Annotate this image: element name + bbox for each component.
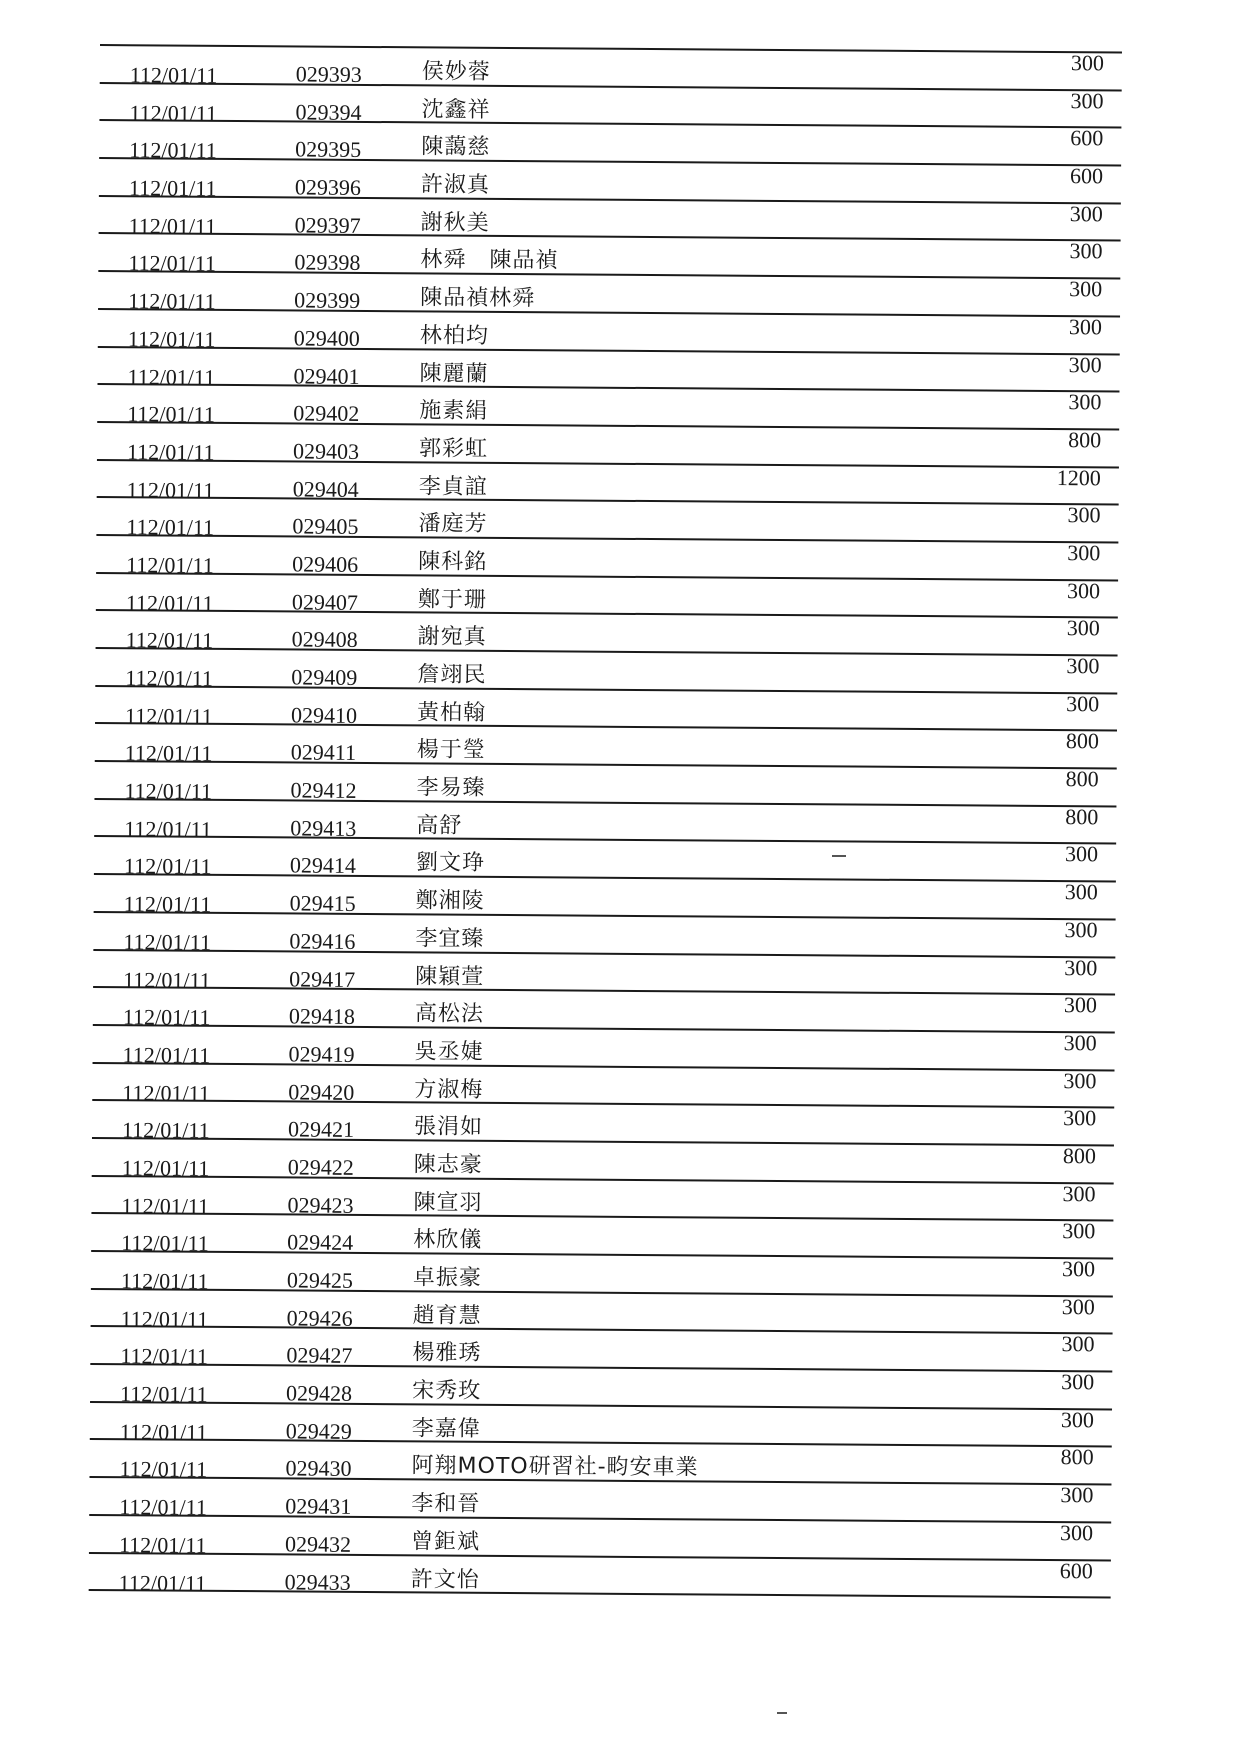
donor-name-cell: 陳宣羽 [413,1189,483,1216]
ledger-rows [89,46,1122,1599]
donor-name-cell: 郭彩虹 [418,436,489,462]
receipt-number-cell: 029423 [287,1192,354,1218]
date-cell: 112/01/11 [121,1192,210,1219]
date-cell: 112/01/11 [127,363,216,390]
receipt-number-cell: 029406 [292,551,359,577]
date-cell: 112/01/11 [128,212,217,239]
date-cell: 112/01/11 [123,853,212,880]
receipt-number-cell: 029394 [295,99,362,125]
receipt-number-cell: 029419 [288,1041,355,1067]
donor-name-cell: 宋秀玫 [412,1378,482,1404]
date-cell: 112/01/11 [120,1381,208,1407]
amount-cell: 300 [1060,1482,1094,1508]
receipt-number-cell: 029431 [285,1493,352,1520]
receipt-number-cell: 029396 [294,174,362,200]
date-cell: 112/01/11 [125,665,214,691]
donor-name-cell: 方淑梅 [414,1076,484,1103]
receipt-number-cell: 029426 [286,1305,353,1331]
date-cell: 112/01/11 [123,929,212,955]
scan-speck [777,1712,787,1714]
amount-cell: 600 [1059,1557,1093,1583]
date-cell: 112/01/11 [128,250,217,277]
amount-cell: 300 [1061,1331,1095,1357]
date-cell: 112/01/11 [126,514,215,541]
receipt-number-cell: 029412 [290,777,357,803]
receipt-number-cell: 029393 [295,61,362,87]
receipt-number-cell: 029404 [292,475,359,502]
donor-name-cell: 許淑真 [420,172,491,198]
date-cell: 112/01/11 [118,1531,207,1558]
amount-cell: 300 [1064,954,1098,980]
amount-cell: 300 [1063,1029,1097,1056]
donor-name-cell: 侯妙蓉 [421,59,491,85]
donor-name-cell: 李貞誼 [418,473,488,500]
amount-cell: 300 [1068,351,1102,377]
date-cell: 112/01/11 [119,1494,207,1520]
date-cell: 112/01/11 [123,891,212,917]
donor-name-cell: 陳穎萱 [415,963,485,990]
receipt-number-cell: 029433 [284,1568,351,1595]
amount-cell: 300 [1068,313,1103,340]
amount-cell: 300 [1064,916,1098,943]
amount-cell: 300 [1061,1369,1095,1395]
receipt-number-cell: 029421 [287,1116,355,1143]
receipt-number-cell: 029420 [288,1078,355,1105]
amount-cell: 300 [1066,615,1100,641]
donor-name-cell: 陳藹慈 [421,134,491,161]
date-cell: 112/01/11 [121,1155,210,1181]
date-cell: 112/01/11 [119,1418,208,1445]
donor-name-cell: 林柏均 [419,323,489,349]
receipt-number-cell: 029424 [287,1229,354,1256]
date-cell: 112/01/11 [126,552,214,578]
scan-speck [832,855,846,857]
date-cell: 112/01/11 [129,99,218,126]
amount-cell: 800 [1068,426,1102,453]
receipt-number-cell: 029416 [289,928,356,954]
amount-cell: 300 [1070,50,1104,76]
amount-cell: 800 [1065,766,1099,792]
receipt-number-cell: 029395 [295,136,362,163]
receipt-number-cell: 029399 [294,287,361,314]
amount-cell: 300 [1066,653,1100,679]
date-cell: 112/01/11 [126,476,215,503]
receipt-number-cell: 029413 [290,815,357,841]
date-cell: 112/01/11 [125,589,214,616]
receipt-number-cell: 029397 [294,212,361,238]
amount-cell: 300 [1069,200,1103,227]
donor-name-cell: 詹翊民 [417,662,487,688]
date-cell: 112/01/11 [119,1456,208,1483]
receipt-number-cell: 029403 [292,438,360,464]
donor-name-cell: 李嘉偉 [411,1416,481,1442]
date-cell: 112/01/11 [124,815,212,842]
amount-cell: 300 [1070,87,1104,114]
donor-name-cell: 吳丞婕 [414,1039,484,1065]
amount-cell: 300 [1063,1105,1097,1131]
amount-cell: 300 [1069,276,1103,302]
donor-name-cell: 潘庭芳 [418,511,488,538]
amount-cell: 800 [1062,1143,1096,1169]
amount-cell: 1200 [1056,464,1101,490]
date-cell: 112/01/11 [124,740,213,767]
donor-name-cell: 謝宛真 [417,624,487,651]
date-cell: 112/01/11 [126,439,215,465]
amount-cell: 300 [1064,879,1098,905]
donor-name-cell: 李和晉 [411,1491,481,1517]
date-cell: 112/01/11 [121,1230,209,1257]
date-cell: 112/01/11 [127,401,215,428]
date-cell: 112/01/11 [128,288,216,314]
receipt-number-cell: 029415 [289,890,356,917]
receipt-number-cell: 029422 [287,1154,354,1180]
date-cell: 112/01/11 [124,702,213,729]
donor-name-cell: 鄭于珊 [417,586,488,613]
donor-name-cell: 張涓如 [413,1114,484,1141]
date-cell: 112/01/11 [121,1117,210,1144]
amount-cell: 800 [1065,803,1099,830]
donor-name-cell: 楊于瑩 [416,737,486,764]
receipt-number-cell: 029425 [286,1267,354,1293]
date-cell: 112/01/11 [125,627,214,654]
date-cell: 112/01/11 [123,966,211,993]
date-cell: 112/01/11 [120,1305,209,1332]
table-row [89,1553,1111,1598]
date-cell: 112/01/11 [122,1004,211,1031]
amount-cell: 300 [1060,1519,1094,1546]
receipt-number-cell: 029410 [290,702,358,728]
date-cell: 112/01/11 [118,1569,207,1596]
donor-name-cell: 阿翔MOTO研習社-畇安車業 [411,1453,699,1481]
amount-cell: 300 [1061,1256,1096,1282]
donor-name-cell: 趙育慧 [412,1303,482,1329]
donor-name-cell: 陳品禎林舜 [420,285,536,312]
donor-name-cell: 李宜臻 [415,926,485,952]
amount-cell: 300 [1060,1406,1095,1433]
donor-name-cell: 許文怡 [410,1566,480,1593]
donor-name-cell: 陳志豪 [413,1152,483,1178]
receipt-number-cell: 029418 [288,1003,355,1030]
receipt-number-cell: 029428 [286,1380,353,1406]
receipt-number-cell: 029398 [294,249,361,276]
amount-cell: 300 [1063,1067,1097,1093]
date-cell: 112/01/11 [129,137,217,164]
amount-cell: 300 [1064,841,1099,867]
donor-name-cell: 陳麗蘭 [419,360,489,387]
amount-cell: 300 [1068,389,1102,415]
receipt-number-cell: 029430 [285,1455,352,1482]
amount-cell: 600 [1070,125,1104,151]
amount-cell: 300 [1061,1293,1095,1320]
date-cell: 112/01/11 [127,326,216,352]
date-cell: 112/01/11 [129,62,218,88]
donor-name-cell: 高舒 [416,813,463,839]
receipt-number-cell: 029400 [293,325,360,351]
receipt-number-cell: 029409 [291,664,358,690]
donor-name-cell: 沈鑫祥 [421,97,491,123]
amount-cell: 800 [1060,1444,1094,1470]
date-cell: 112/01/11 [124,778,213,804]
amount-cell: 600 [1069,163,1104,189]
donor-name-cell: 高松法 [414,1001,485,1028]
receipt-number-cell: 029401 [293,362,360,389]
receipt-number-cell: 029407 [291,589,359,615]
amount-cell: 300 [1066,577,1101,603]
donor-name-cell: 施素絹 [419,398,489,425]
amount-cell: 300 [1069,238,1103,264]
donor-name-cell: 鄭湘陵 [415,888,485,914]
amount-cell: 300 [1063,992,1098,1018]
amount-cell: 800 [1065,728,1100,754]
receipt-number-cell: 029417 [289,965,356,992]
receipt-number-cell: 029429 [285,1418,352,1444]
date-cell: 112/01/11 [120,1343,209,1370]
date-cell: 112/01/11 [122,1042,211,1068]
receipt-number-cell: 029402 [293,400,360,427]
donor-name-cell: 林舜 陳品禎 [420,247,559,274]
donor-name-cell: 黃柏翰 [417,700,487,726]
date-cell: 112/01/11 [122,1079,210,1106]
donor-name-cell: 陳科銘 [418,549,488,575]
donor-name-cell: 卓振豪 [412,1265,483,1291]
receipt-number-cell: 029405 [292,513,359,540]
receipt-number-cell: 029408 [291,626,358,653]
receipt-number-cell: 029432 [284,1531,352,1557]
date-cell: 112/01/11 [120,1268,209,1294]
amount-cell: 300 [1062,1218,1096,1244]
receipt-number-cell: 029414 [289,852,357,879]
donor-name-cell: 楊雅琇 [412,1340,482,1367]
amount-cell: 300 [1067,502,1101,528]
donor-name-cell: 曾鉅斌 [410,1529,481,1555]
amount-cell: 300 [1067,540,1101,566]
donor-name-cell: 林欣儀 [413,1227,483,1254]
donor-name-cell: 謝秋美 [420,210,490,236]
amount-cell: 300 [1062,1180,1096,1206]
donor-name-cell: 李易臻 [416,775,486,801]
receipt-number-cell: 029427 [286,1342,353,1369]
amount-cell: 300 [1066,690,1100,717]
donation-ledger [89,44,1122,1599]
donor-name-cell: 劉文琤 [415,850,486,877]
date-cell: 112/01/11 [128,175,217,201]
receipt-number-cell: 029411 [290,739,357,766]
